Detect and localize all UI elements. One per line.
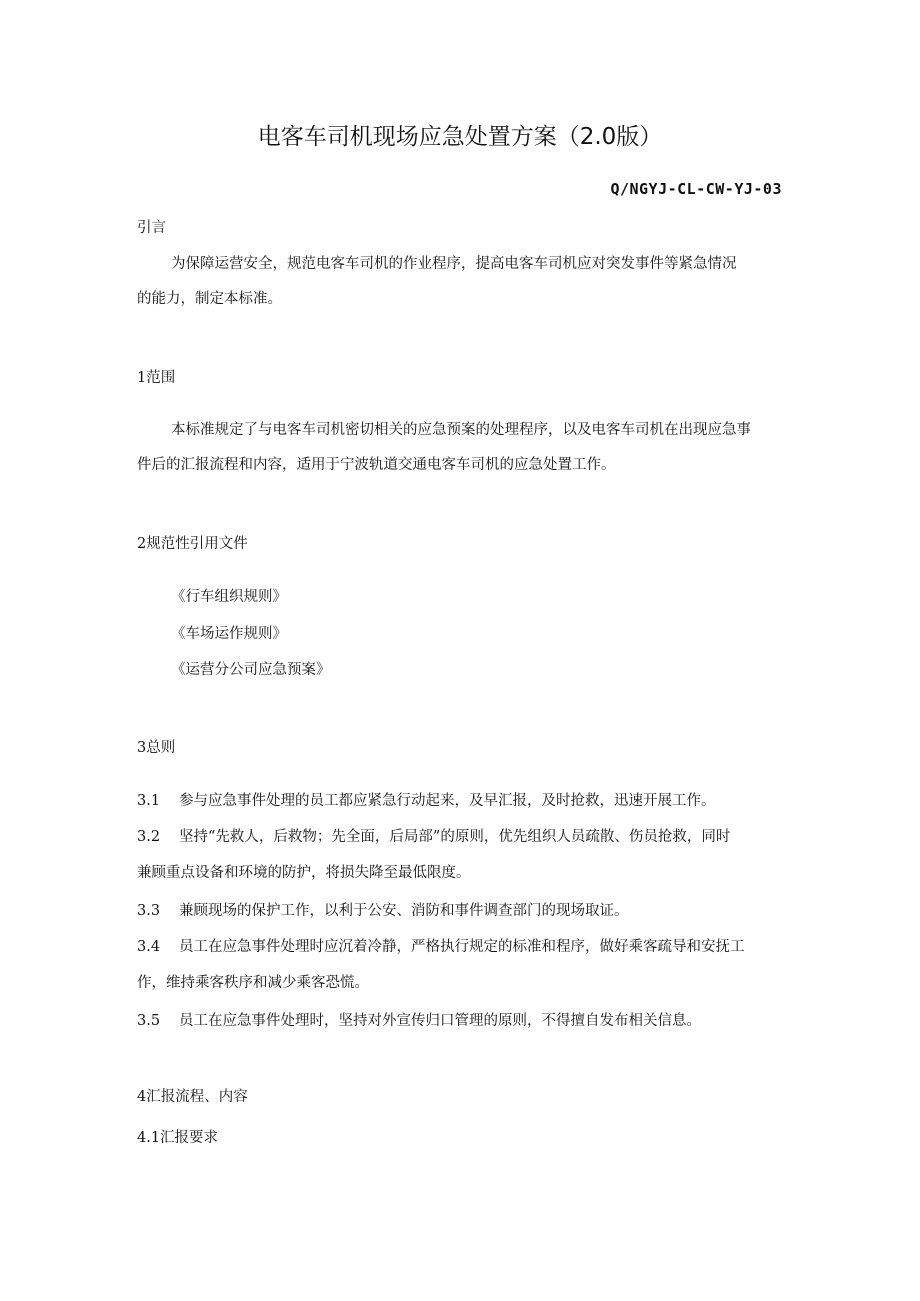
clause-text: 坚持“先救人，后救物；先全面，后局部”的原则，优先组织人员疏散、伤员抢救，同时 bbox=[179, 829, 731, 845]
reference-item: 《行车组织规则》 bbox=[171, 589, 287, 605]
section1-text-line: 本标准规定了与电客车司机密切相关的应急预案的处理程序，以及电客车司机在出现应急事 bbox=[171, 422, 751, 438]
intro-text-line: 为保障运营安全，规范电客车司机的作业程序，提高电客车司机应对突发事件等紧急情况 bbox=[171, 256, 737, 272]
clause-3-4 bbox=[137, 937, 745, 957]
clause-3-1 bbox=[137, 791, 716, 811]
section4-heading: 4汇报流程、内容 bbox=[137, 1089, 248, 1105]
document-title: 电客车司机现场应急处置方案（2.0版） bbox=[257, 124, 663, 150]
clause-text: 员工在应急事件处理时应沉着冷静，严格执行规定的标准和程序，做好乘客疏导和安抚工 bbox=[179, 939, 745, 955]
section2-heading: 2规范性引用文件 bbox=[137, 536, 248, 552]
clause-text: 员工在应急事件处理时，坚持对外宣传归口管理的原则，不得擅自发布相关信息。 bbox=[179, 1013, 701, 1029]
reference-item: 《车场运作规则》 bbox=[171, 626, 287, 642]
section4-subheading: 4.1汇报要求 bbox=[137, 1130, 219, 1146]
clause-3-4-continuation: 作，维持乘客秩序和减少乘客恐慌。 bbox=[137, 975, 369, 991]
clause-3-3 bbox=[137, 901, 629, 921]
section1-text-line: 件后的汇报流程和内容，适用于宁波轨道交通电客车司机的应急处置工作。 bbox=[137, 457, 616, 473]
reference-item: 《运营分公司应急预案》 bbox=[171, 662, 331, 678]
clause-number: 3.3 bbox=[137, 903, 161, 919]
document-code: Q/NGYJ-CL-CW-YJ-03 bbox=[610, 180, 782, 198]
intro-text-line: 的能力，制定本标准。 bbox=[137, 291, 282, 307]
section3-heading: 3总则 bbox=[137, 740, 176, 756]
clause-number: 3.1 bbox=[137, 793, 161, 809]
clause-number: 3.2 bbox=[137, 829, 161, 845]
clause-3-5 bbox=[137, 1011, 701, 1031]
clause-text: 参与应急事件处理的员工都应紧急行动起来，及早汇报，及时抢救，迅速开展工作。 bbox=[179, 793, 716, 809]
clause-3-2-continuation: 兼顾重点设备和环境的防护，将损失降至最低限度。 bbox=[137, 865, 471, 881]
clause-number: 3.5 bbox=[137, 1013, 161, 1029]
intro-heading: 引言 bbox=[137, 220, 166, 236]
clause-text: 兼顾现场的保护工作，以利于公安、消防和事件调查部门的现场取证。 bbox=[179, 903, 629, 919]
clause-3-2 bbox=[137, 827, 730, 847]
clause-number: 3.4 bbox=[137, 939, 161, 955]
section1-heading: 1范围 bbox=[137, 370, 176, 386]
